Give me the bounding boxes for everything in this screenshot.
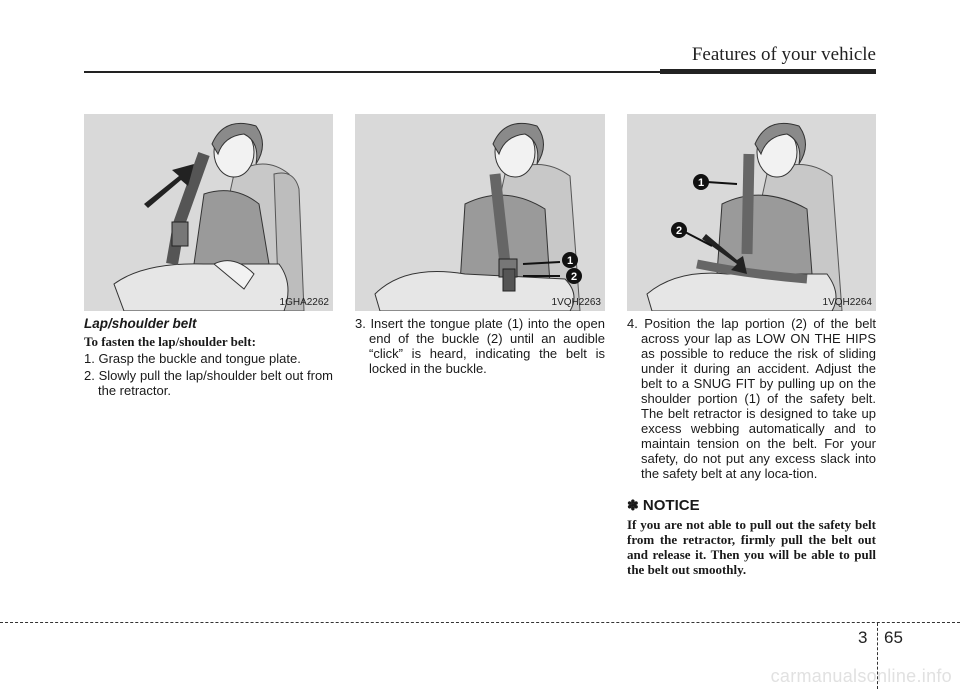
figure-insert-tongue xyxy=(355,114,605,311)
callout-1: 1 xyxy=(566,255,574,267)
figure-grasp-belt xyxy=(84,114,333,311)
header-rule-accent xyxy=(660,69,876,74)
footer-rule xyxy=(0,622,960,623)
step-4: 4. Position the lap portion (2) of the belt across your lap as LOW ON THE HIPS as possible to reduce the risk of sliding under it during an accident. Adjust the belt to a SNUG FIT by pulling up on the shoulder portion (1) of the safety belt. The belt retractor is designed to take up excess webbing automatically and to maintain tension on the belt. For your safety, do not put any excess slack into the safety belt at any loca-tion. xyxy=(627,316,876,481)
figure-code: 1VQH2263 xyxy=(551,297,601,308)
running-header: Features of your vehicle xyxy=(691,44,876,65)
column-2 xyxy=(355,316,605,378)
callout-1: 1 xyxy=(697,177,705,189)
illustration-woman-buckling xyxy=(355,114,605,311)
callout-2: 2 xyxy=(570,271,578,283)
section-title: Lap/shoulder belt xyxy=(84,316,197,331)
chapter-number: 3 xyxy=(858,628,868,647)
notice-title: NOTICE xyxy=(642,497,700,514)
header-rule xyxy=(84,71,704,73)
notice-mark-icon: ✽ xyxy=(627,497,639,513)
notice-heading xyxy=(627,498,876,513)
page-number: 65 xyxy=(884,628,903,647)
step-3: 3. Insert the tongue plate (1) into the open end of the buckle (2) until an audible “click” is heard, indicating the belt is locked in the buckle. xyxy=(355,316,605,376)
illustration-woman-adjusting-belt xyxy=(627,114,876,311)
figure-code: 1VQH2264 xyxy=(822,297,872,308)
column-3 xyxy=(627,316,876,577)
figure-code: 1GHA2262 xyxy=(279,297,329,308)
notice-text: If you are not able to pull out the safety belt from the retractor, firmly pull the belt out and release it. Then you will be able to pull the belt out smoothly. xyxy=(627,517,876,577)
watermark: carmanualsonline.info xyxy=(770,666,952,686)
subheading: To fasten the lap/shoulder belt: xyxy=(84,334,256,349)
step-1: 1. Grasp the buckle and tongue plate. xyxy=(84,351,301,366)
step-2: 2. Slowly pull the lap/shoulder belt out from the retractor. xyxy=(84,368,333,398)
column-1 xyxy=(84,316,333,400)
illustration-woman-pulling-belt xyxy=(84,114,333,311)
callout-2: 2 xyxy=(675,225,683,237)
figure-position-belt xyxy=(627,114,876,311)
